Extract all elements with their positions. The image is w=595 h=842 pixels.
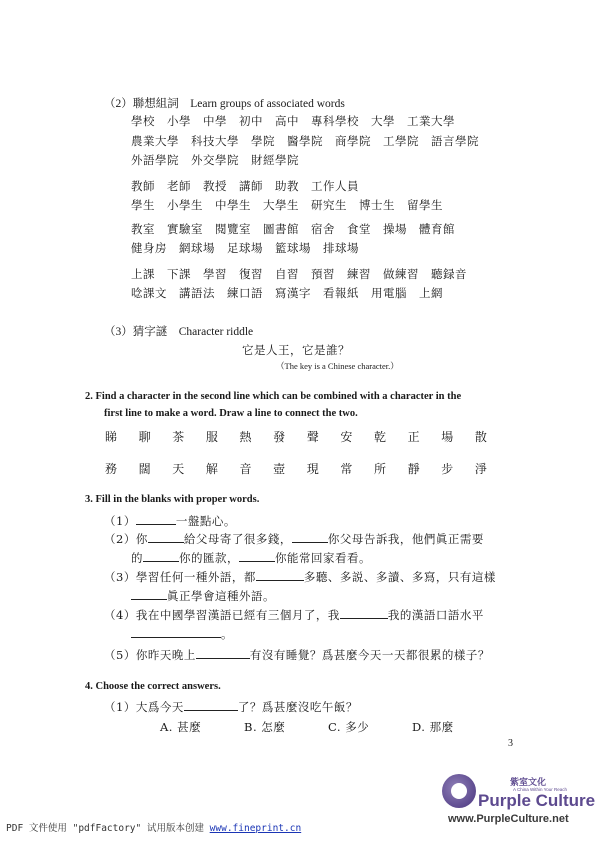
option-d[interactable]: D. 那麼 [412,720,454,734]
fill-blank[interactable] [196,648,250,659]
q2-char[interactable]: 聲 [306,430,319,444]
q2-char[interactable]: 睇 [104,430,117,444]
q2-char[interactable]: 散 [474,430,487,444]
q2-title-line-1: 2. Find a character in the second line which can be combined with a character in the [85,391,462,402]
word-line-7: 健身房 網球場 足球場 籃球場 排球場 [131,241,359,255]
item-text: 大爲今天 [135,700,184,714]
word-line-3: 外語學院 外交學院 財經學院 [131,153,299,167]
logo-brand-cn: 紫室文化 [510,778,547,788]
q2-char[interactable]: 靜 [407,462,420,476]
fill-blank[interactable] [184,700,238,711]
option-b[interactable]: B. 怎麼 [244,720,286,734]
item-number: （2） [104,532,136,546]
item-text: 學習任何一種外語，都 [135,570,256,584]
q2-char[interactable]: 闊 [138,462,151,476]
q2-char[interactable]: 發 [273,430,286,444]
q2-char[interactable]: 壺 [273,462,286,476]
q3-item-3-line-1 [104,569,496,585]
item-text: 你能常回家看看。 [275,551,371,565]
fill-blank[interactable] [143,551,179,562]
item-number: （5） [104,648,136,662]
fill-blank[interactable] [131,627,221,638]
item-text: 我的漢語口語水平 [387,608,484,622]
item-text: 你昨天晚上 [135,648,196,662]
riddle-note: （The key is a Chinese character.） [276,361,399,371]
fill-blank[interactable] [136,514,176,525]
q3-item-3-line-2 [131,588,275,604]
word-line-5: 學生 小學生 中學生 大學生 研究生 博士生 留學生 [131,198,443,212]
word-line-6: 教室 實驗室 閱覽室 圖書館 宿舍 食堂 操場 體育館 [131,222,455,236]
heading-associated-words: （2）聯想組詞 Learn groups of associated words [104,98,345,110]
logo-tagline: A China Within Your Reach [513,787,568,792]
item-text: 眞正學會這種外語。 [167,589,275,603]
item-text: 給父母寄了很多錢， [183,532,292,546]
item-text: 多聽、多説、多讀、多寫，只有這樣 [303,570,496,584]
q3-title: 3. Fill in the blanks with proper words. [85,494,260,505]
logo-url[interactable]: www.PurpleCulture.net [448,813,569,825]
q2-char[interactable]: 音 [239,462,252,476]
fill-blank[interactable] [292,532,328,543]
fill-blank[interactable] [256,570,304,581]
q2-char[interactable]: 服 [205,430,218,444]
pdf-footer [6,820,301,834]
logo-brand: Purple Culture [478,791,595,810]
word-line-1: 學校 小學 中學 初中 高中 專科學校 大學 工業大學 [131,114,455,128]
item-text: 你 [135,532,148,546]
q2-char[interactable]: 常 [340,462,353,476]
q2-char[interactable]: 淨 [474,462,487,476]
footer-link[interactable]: www.fineprint.cn [209,823,302,834]
item-number: （4） [104,608,136,622]
riddle-text: 它是人王，它是誰？ [242,343,350,357]
q3-item-2-line-1 [104,531,484,547]
q2-char[interactable]: 場 [441,430,454,444]
option-c[interactable]: C. 多少 [328,720,370,734]
q3-item-4-line-1 [104,607,484,623]
q2-char[interactable]: 現 [306,462,319,476]
q3-item-4-line-2 [131,626,233,642]
q2-char[interactable]: 解 [205,462,218,476]
word-line-4: 教師 老師 教授 講師 助教 工作人員 [131,179,359,193]
heading-character-riddle: （3）猜字謎 Character riddle [104,326,254,338]
fill-blank[interactable] [148,532,184,543]
item-text: 你的匯款， [179,551,239,565]
q2-char[interactable]: 正 [407,430,420,444]
q2-title-line-2: first line to make a word. Draw a line to connect the two. [104,408,358,419]
q3-item-5 [104,647,490,663]
q2-char[interactable]: 務 [104,462,117,476]
footer-text: PDF 文件使用 "pdfFactory" 试用版本创建 [6,823,210,834]
fill-blank[interactable] [239,551,275,562]
q2-char[interactable]: 乾 [373,430,386,444]
word-line-2: 農業大學 科技大學 學院 醫學院 商學院 工學院 語言學院 [131,134,479,148]
item-text: 的 [131,551,143,565]
q2-char[interactable]: 天 [172,462,185,476]
option-a[interactable]: A. 甚麼 [160,720,202,734]
q2-first-line [104,428,488,445]
item-number: （1） [104,700,136,714]
q4-title: 4. Choose the correct answers. [85,681,221,692]
item-text: 我在中國學習漢語已經有三個月了，我 [135,608,340,622]
item-text: 你父母告訴我，他們眞正需要 [327,532,484,546]
fill-blank[interactable] [340,608,388,619]
item-text: 一盤點心。 [175,514,236,528]
q2-char[interactable]: 所 [373,462,386,476]
q3-item-1 [104,513,236,529]
item-number: （1） [104,514,136,528]
q2-second-line [104,460,488,477]
page-number: 3 [508,738,513,749]
logo-inner-circle [451,783,467,799]
item-text: 了？爲甚麼沒吃午飯？ [237,700,358,714]
word-line-8: 上課 下課 學習 復習 自習 預習 練習 做練習 聽録音 [131,267,467,281]
item-text: 。 [221,627,233,641]
q4-item-1 [104,699,358,715]
q2-char[interactable]: 安 [340,430,353,444]
q2-char[interactable]: 聊 [138,430,151,444]
q2-char[interactable]: 步 [441,462,454,476]
item-number: （3） [104,570,136,584]
q3-item-2-line-2 [131,550,371,566]
word-line-9: 唸課文 講語法 練口語 寫漢字 看報紙 用電腦 上網 [131,286,443,300]
item-text: 有沒有睡覺？爲甚麼今天一天都很累的樣子？ [249,648,490,662]
q2-char[interactable]: 熱 [239,430,252,444]
q4-options [160,719,496,735]
fill-blank[interactable] [131,589,167,600]
q2-char[interactable]: 茶 [172,430,185,444]
